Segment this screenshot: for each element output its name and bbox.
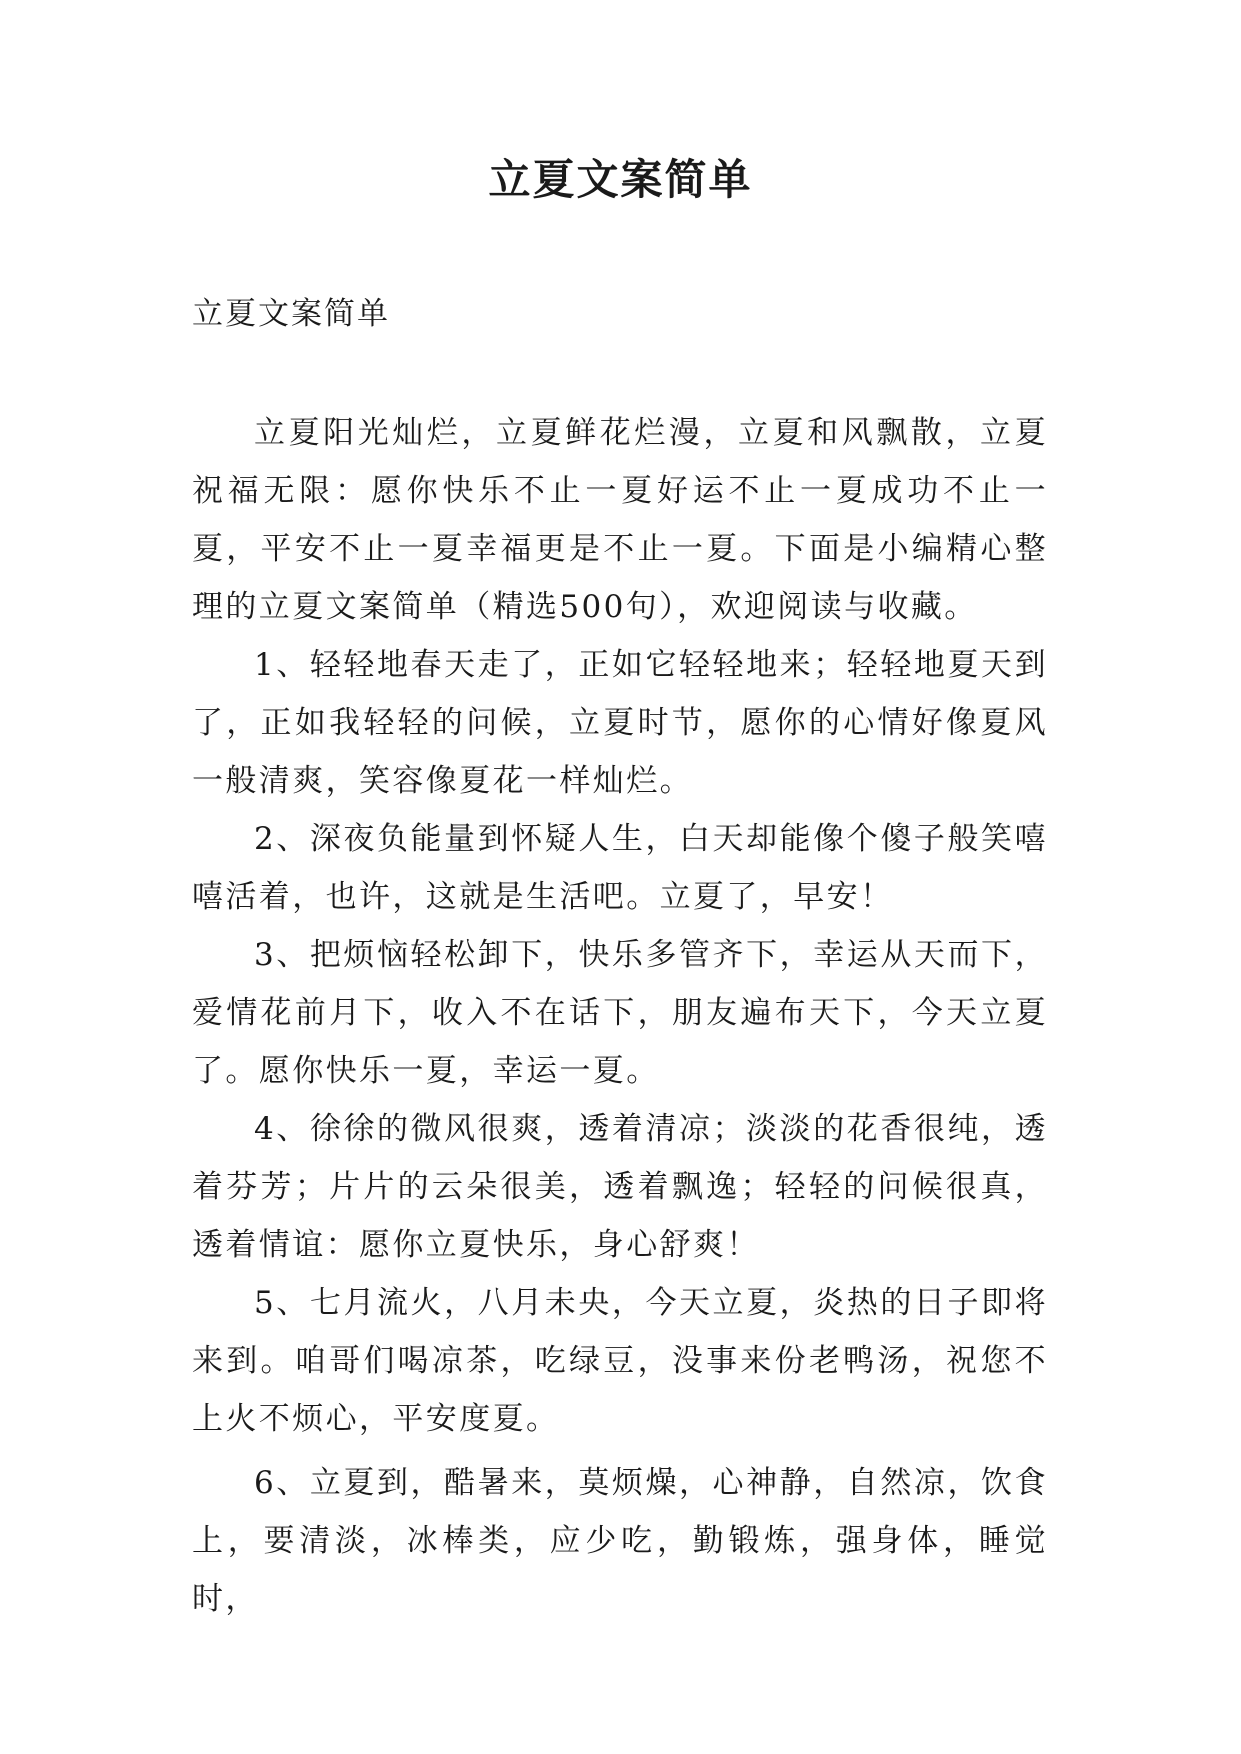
body-paragraph: 5、七月流火，八月未央，今天立夏，炎热的日子即将来到。咱哥们喝凉茶，吃绿豆，没事来份老鸭汤，祝您不上火不烦心，平安度夏。 <box>192 1285 1048 1437</box>
body-paragraph: 4、徐徐的微风很爽，透着清凉；淡淡的花香很纯，透着芬芳；片片的云朵很美，透着飘逸；轻轻的问候很真，透着情谊：愿你立夏快乐，身心舒爽！ <box>192 1111 1048 1263</box>
body-paragraph: 3、把烦恼轻松卸下，快乐多管齐下，幸运从天而下，爱情花前月下，收入不在话下，朋友遍布天下，今天立夏了。愿你快乐一夏，幸运一夏。 <box>192 937 1048 1089</box>
document-subtitle: 立夏文案简单 <box>192 296 390 332</box>
document-body <box>192 404 1048 1628</box>
intro-paragraph: 立夏阳光灿烂，立夏鲜花烂漫，立夏和风飘散，立夏祝福无限：愿你快乐不止一夏好运不止一夏成功不止一夏，平安不止一夏幸福更是不止一夏。下面是小编精心整理的立夏文案简单（精选500句），欢迎阅读与收藏。 <box>192 415 1048 625</box>
body-paragraph: 1、轻轻地春天走了，正如它轻轻地来；轻轻地夏天到了，正如我轻轻的问候，立夏时节，愿你的心情好像夏风一般清爽，笑容像夏花一样灿烂。 <box>192 647 1048 799</box>
document-title: 立夏文案简单 <box>488 155 753 204</box>
body-paragraph: 6、立夏到，酷暑来，莫烦燥，心神静，自然凉，饮食上，要清淡，冰棒类，应少吃，勤锻炼，强身体，睡觉时， <box>192 1465 1048 1617</box>
body-paragraph: 2、深夜负能量到怀疑人生，白天却能像个傻子般笑嘻嘻活着，也许，这就是生活吧。立夏了，早安！ <box>192 821 1048 915</box>
